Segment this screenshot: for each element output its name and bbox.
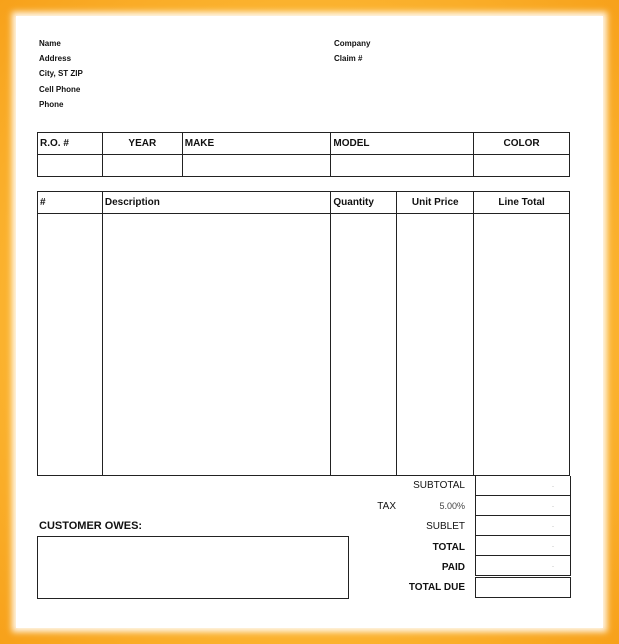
total-label: TOTAL bbox=[432, 542, 465, 553]
subtotal-field[interactable] bbox=[475, 476, 571, 496]
description-cell[interactable] bbox=[102, 214, 331, 476]
model-header: MODEL bbox=[331, 133, 474, 155]
quantity-header: Quantity bbox=[331, 192, 397, 214]
sublet-label: SUBLET bbox=[426, 521, 465, 532]
paid-field[interactable] bbox=[475, 556, 571, 576]
unit-price-cell[interactable] bbox=[397, 214, 474, 476]
address-label: Address bbox=[39, 54, 72, 63]
name-label: Name bbox=[39, 39, 61, 48]
unit-price-header: Unit Price bbox=[397, 192, 474, 214]
tax-field[interactable] bbox=[475, 496, 571, 516]
customer-owes-box[interactable] bbox=[37, 536, 349, 599]
model-cell[interactable] bbox=[331, 155, 474, 177]
total-due-label: TOTAL DUE bbox=[408, 582, 465, 593]
item-number-header: # bbox=[38, 192, 103, 214]
description-header: Description bbox=[102, 192, 331, 214]
subtotal-placeholder-dash: - bbox=[552, 484, 554, 490]
subtotal-label: SUBTOTAL bbox=[413, 480, 465, 491]
phone-label: Phone bbox=[39, 100, 64, 109]
paid-placeholder-dash: - bbox=[552, 564, 554, 570]
vehicle-table bbox=[37, 132, 570, 177]
tax-label: TAX bbox=[377, 501, 396, 512]
make-cell[interactable] bbox=[182, 155, 331, 177]
city-state-zip-label: City, ST ZIP bbox=[39, 69, 83, 78]
tax-placeholder-dash: - bbox=[552, 504, 554, 510]
sublet-field[interactable] bbox=[475, 516, 571, 536]
ro-number-cell[interactable] bbox=[38, 155, 103, 177]
make-header: MAKE bbox=[182, 133, 331, 155]
cell-phone-label: Cell Phone bbox=[39, 85, 81, 94]
customer-owes-label: CUSTOMER OWES: bbox=[39, 520, 143, 532]
total-due-field[interactable] bbox=[475, 577, 571, 598]
color-cell[interactable] bbox=[474, 155, 570, 177]
total-field[interactable] bbox=[475, 536, 571, 556]
quantity-cell[interactable] bbox=[331, 214, 397, 476]
company-label: Company bbox=[334, 39, 371, 48]
year-header: YEAR bbox=[102, 133, 182, 155]
sublet-placeholder-dash: - bbox=[552, 524, 554, 530]
color-header: COLOR bbox=[474, 133, 570, 155]
ro-number-header: R.O. # bbox=[38, 133, 103, 155]
line-total-cell[interactable] bbox=[474, 214, 570, 476]
item-number-cell[interactable] bbox=[38, 214, 103, 476]
total-placeholder-dash: - bbox=[552, 544, 554, 550]
claim-number-label: Claim # bbox=[334, 54, 363, 63]
line-items-table bbox=[37, 191, 570, 476]
line-total-header: Line Total bbox=[474, 192, 570, 214]
year-cell[interactable] bbox=[102, 155, 182, 177]
tax-rate: 5.00% bbox=[439, 501, 465, 511]
paid-label: PAID bbox=[441, 562, 465, 573]
